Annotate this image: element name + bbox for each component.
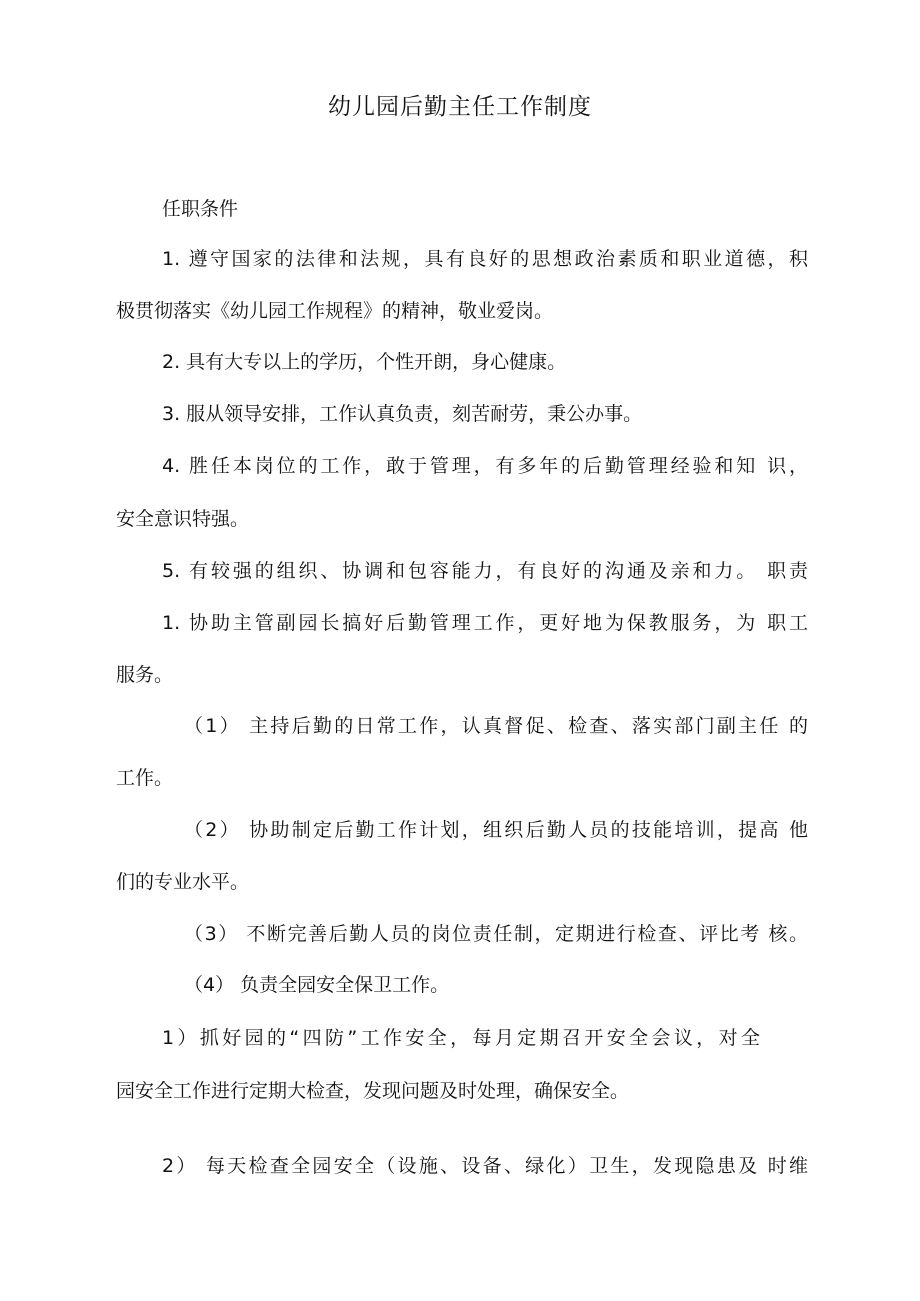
paragraph-line: 3. 服从领导安排，工作认真负责，刻苦耐劳，秉公办事。 [162,403,643,425]
paragraph-line: 1. 遵守国家的法律和法规，具有良好的思想政治素质和职业道德，积 [162,248,808,270]
paragraph-line: （3） 不断完善后勤人员的岗位责任制，定期进行检查、评比考 核。 [184,923,808,945]
paragraph-line: （2） 协助制定后勤工作计划，组织后勤人员的技能培训，提高 他 [184,819,808,841]
section-heading-qualifications: 任职条件 [162,198,239,220]
paragraph-line: （1） 主持后勤的日常工作，认真督促、检查、落实部门副主任 的 [184,715,808,737]
paragraph-line: 1. 协助主管副园长搞好后勤管理工作，更好地为保教服务，为 职工 [162,612,808,634]
paragraph-line: 5. 有较强的组织、协调和包容能力，有良好的沟通及亲和力。 职责 [162,560,808,582]
paragraph-line: 4. 胜任本岗位的工作，敢于管理，有多年的后勤管理经验和知 识， [162,455,808,477]
paragraph-line: 们的专业水平。 [116,871,250,893]
paragraph-line: 园安全工作进行定期大检查，发现问题及时处理，确保安全。 [116,1080,630,1102]
paragraph-line: 极贯彻落实《幼儿园工作规程》的精神，敬业爱岗。 [116,300,554,322]
paragraph-line: 1）抓好园的“四防”工作安全，每月定期召开安全会议，对全 [162,1027,760,1049]
paragraph-line: 安全意识特强。 [116,508,250,530]
paragraph-line: （4） 负责全园安全保卫工作。 [184,974,450,996]
paragraph-line: 工作。 [116,767,174,789]
paragraph-line: 2） 每天检查全园安全（设施、设备、绿化）卫生，发现隐患及 时维 [162,1155,808,1177]
paragraph-line: 2. 具有大专以上的学历，个性开朗，身心健康。 [162,351,567,373]
document-title: 幼儿园后勤主任工作制度 [328,94,592,120]
paragraph-line: 服务。 [116,664,174,686]
